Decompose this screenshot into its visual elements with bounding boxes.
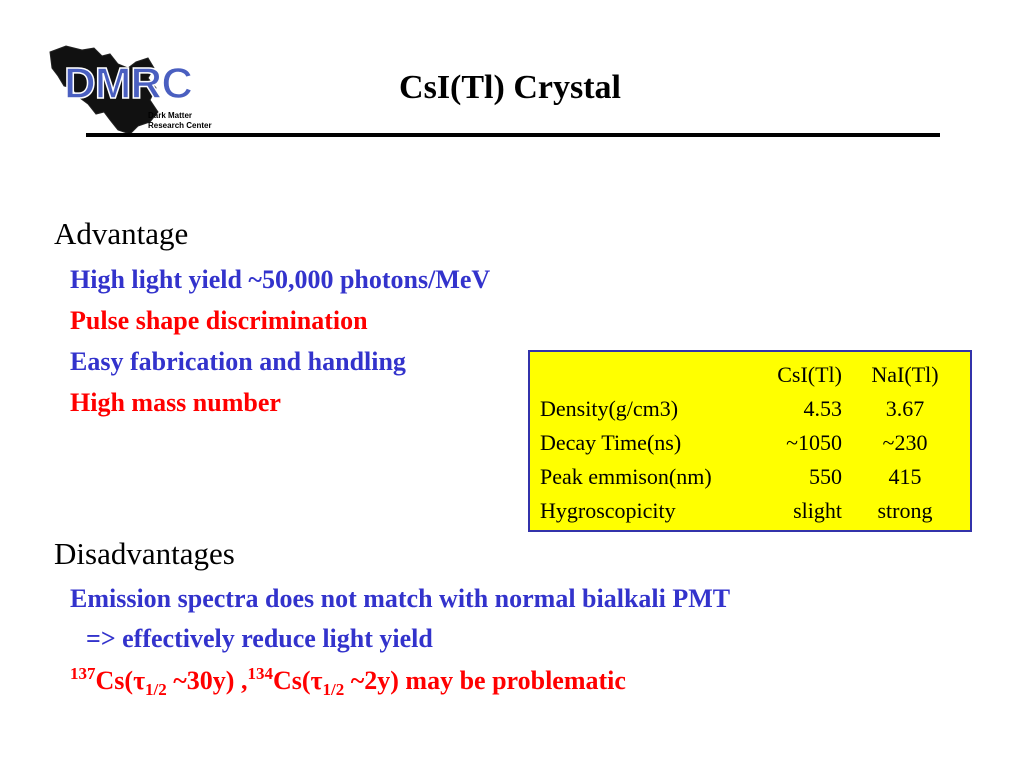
advantage-item-light-yield: High light yield ~50,000 photons/MeV xyxy=(70,265,491,294)
table-cell-csi: 550 xyxy=(809,464,842,489)
cs134-mass-number: 134 xyxy=(247,664,273,683)
half-life-subscript: 1/2 xyxy=(322,680,345,699)
table-cell-nai: ~230 xyxy=(882,430,928,455)
table-cell-nai: 3.67 xyxy=(885,396,925,421)
logo-wordmark: DMRC xyxy=(64,59,192,108)
tau-symbol: τ xyxy=(310,666,323,695)
logo-subtitle-line1: Dark Matter xyxy=(148,111,193,120)
tau-symbol: τ xyxy=(133,666,146,695)
disadvantage-item-light-yield: => effectively reduce light yield xyxy=(86,624,433,653)
advantage-item-mass-number: High mass number xyxy=(70,388,281,417)
advantage-item-fabrication: Easy fabrication and handling xyxy=(70,347,406,376)
table-cell-csi: ~1050 xyxy=(786,430,842,455)
table-cell-label: Density(g/cm3) xyxy=(540,396,679,421)
table-row xyxy=(530,428,970,458)
advantage-item-pulse-shape: Pulse shape discrimination xyxy=(70,306,368,335)
table-cell-nai: strong xyxy=(877,498,933,523)
cs137-half-life: ~30y) , xyxy=(166,666,248,695)
table-cell-label: Hygroscopicity xyxy=(540,498,676,523)
advantage-heading: Advantage xyxy=(54,216,189,251)
properties-table xyxy=(528,350,972,532)
table-cell-label: Decay Time(ns) xyxy=(540,430,682,455)
table-row xyxy=(530,394,970,424)
slide-title: CsI(Tl) Crystal xyxy=(399,69,621,106)
title-divider xyxy=(86,133,940,137)
disadvantage-item-cesium xyxy=(70,665,626,697)
table-cell-csi: slight xyxy=(793,498,842,523)
table-header-nai: NaI(Tl) xyxy=(871,362,939,387)
cs134-half-life: ~2y) may be problematic xyxy=(344,666,626,695)
cs134-symbol: Cs( xyxy=(272,666,311,695)
table-cell-csi: 4.53 xyxy=(803,396,842,421)
disadvantages-heading: Disadvantages xyxy=(54,536,235,571)
cs137-mass-number: 137 xyxy=(70,664,96,683)
disadvantage-item-emission: Emission spectra does not match with normal bialkali PMT xyxy=(70,584,731,613)
cs137-symbol: Cs( xyxy=(95,666,134,695)
half-life-subscript: 1/2 xyxy=(145,680,167,699)
table-header-csi: CsI(Tl) xyxy=(777,362,842,387)
dmrc-logo xyxy=(44,42,234,136)
logo-subtitle-line2: Research Center xyxy=(148,121,212,130)
table-cell-nai: 415 xyxy=(888,464,922,489)
table-cell-label: Peak emmison(nm) xyxy=(540,464,712,489)
table-row xyxy=(530,496,970,526)
table-row xyxy=(530,462,970,492)
table-header-row xyxy=(530,360,970,390)
